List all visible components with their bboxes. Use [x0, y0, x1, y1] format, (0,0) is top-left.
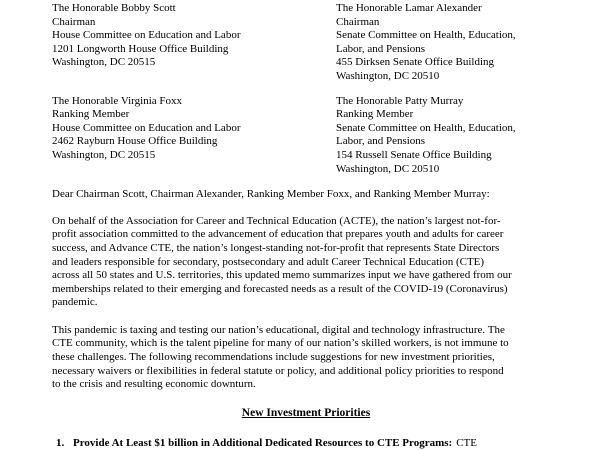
address-line: Chairman: [52, 15, 96, 28]
list-item-1: [52, 437, 560, 450]
address-line: The Honorable Lamar Alexander: [336, 2, 482, 14]
address-line: Chairman: [336, 15, 380, 28]
recipient-block-alexander: [336, 2, 560, 84]
paragraph-line: these challenges. The following recommendations include suggestions for new investment priorities,: [52, 351, 495, 364]
address-line: The Honorable Bobby Scott: [52, 2, 176, 14]
address-line: Washington, DC 20515: [52, 56, 156, 69]
address-line: 455 Dirksen Senate Office Building: [336, 56, 495, 69]
address-line: 1201 Longworth House Office Building: [52, 42, 229, 55]
list-item-lead: Provide At Least $1 billion in Additional Dedicated Resources to CTE Programs:: [73, 437, 453, 450]
paragraph-line: necessary waivers or flexibilities in federal statute or policy, and additional policy priorities to respond: [52, 364, 504, 377]
paragraph-line: across all 50 states and U.S. territories, this updated memo summarizes input we have gathered from our: [52, 269, 512, 282]
paragraph-line: profit association committed to the advancement of education that prepares youth and adults for career: [52, 228, 504, 241]
recipient-row-1: [52, 2, 560, 84]
paragraph-line: pandemic.: [52, 296, 98, 309]
address-line: Labor, and Pensions: [336, 135, 426, 148]
recipient-block-scott: [52, 2, 336, 84]
recipient-row-2: [52, 95, 560, 177]
section-heading: New Investment Priorities: [241, 406, 371, 419]
address-line: 154 Russell Senate Office Building: [336, 148, 492, 161]
address-line: Ranking Member: [336, 108, 414, 121]
body-paragraph-1: [52, 215, 560, 310]
address-line: House Committee on Education and Labor: [52, 29, 241, 42]
address-line: Ranking Member: [52, 108, 130, 121]
address-line: House Committee on Education and Labor: [52, 121, 241, 134]
address-line: Washington, DC 20510: [336, 69, 440, 82]
address-line: 2462 Rayburn House Office Building: [52, 135, 218, 148]
address-line: The Honorable Patty Murray: [336, 94, 464, 107]
list-item-rest: CTE: [456, 437, 477, 450]
address-line: Senate Committee on Health, Education,: [336, 29, 516, 42]
paragraph-line: This pandemic is taxing and testing our nation’s educational, digital and technology infrastructure. The: [52, 323, 505, 336]
paragraph-line: and leaders responsible for secondary, postsecondary and adult Career Technical Education (CTE): [52, 255, 485, 268]
salutation: Dear Chairman Scott, Chairman Alexander, Ranking Member Foxx, and Ranking Member Murray:: [52, 188, 490, 201]
recipient-block-foxx: [52, 95, 336, 177]
list-item-text: [73, 437, 477, 450]
paragraph-line: success, and Advance CTE, the nation’s longest-standing not-for-profit that represents State Directors: [52, 241, 500, 254]
address-line: Washington, DC 20510: [336, 162, 440, 175]
address-line: Labor, and Pensions: [336, 42, 426, 55]
list-item-number: 1.: [56, 437, 65, 450]
paragraph-line: CTE community, which is the talent pipeline for many of our nation’s skilled workers, is not immune to: [52, 337, 509, 350]
paragraph-line: to the crisis and resulting economic downturn.: [52, 378, 256, 391]
address-line: Senate Committee on Health, Education,: [336, 121, 516, 134]
address-line: The Honorable Virginia Foxx: [52, 94, 182, 107]
recipient-block-murray: [336, 95, 560, 177]
address-line: Washington, DC 20515: [52, 148, 156, 161]
paragraph-line: On behalf of the Association for Career and Technical Education (ACTE), the nation’s largest not-for-: [52, 214, 501, 227]
body-paragraph-2: [52, 324, 560, 392]
paragraph-line: memberships related to their emerging and forecasted needs as a result of the COVID-19 (Coronavirus): [52, 282, 508, 295]
